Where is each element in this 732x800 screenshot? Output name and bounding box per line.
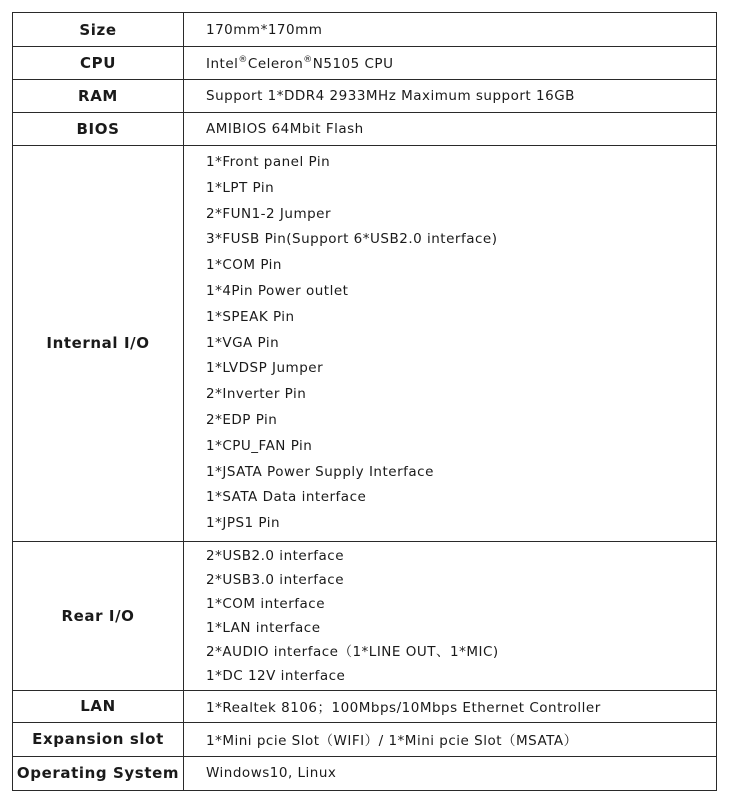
cpu-label: CPU (13, 47, 184, 80)
list-item: 2*USB3.0 interface (206, 571, 345, 588)
rear-io-label: Rear I/O (13, 541, 184, 690)
list-item: 1*DC 12V interface (206, 667, 346, 684)
list-item: 1*JSATA Power Supply Interface (206, 463, 434, 480)
list-item: 1*CPU_FAN Pin (206, 437, 313, 454)
list-item: 2*USB2.0 interface (206, 547, 345, 564)
list-item: 1*SPEAK Pin (206, 308, 295, 325)
bios-value: AMIBIOS 64Mbit Flash (184, 113, 717, 146)
list-item: 1*4Pin Power outlet (206, 282, 349, 299)
row-expansion-slot (13, 722, 717, 756)
list-item: 1*LAN interface (206, 619, 321, 636)
ram-value: Support 1*DDR4 2933MHz Maximum support 16GB (184, 80, 717, 113)
cpu-value (184, 47, 717, 80)
bios-label: BIOS (13, 113, 184, 146)
expansion-slot-label: Expansion slot (13, 722, 184, 756)
row-cpu (13, 47, 717, 80)
rear-io-list (184, 541, 717, 690)
lan-value: 1*Realtek 8106；100Mbps/10Mbps Ethernet Controller (184, 690, 717, 722)
list-item: 1*SATA Data interface (206, 489, 367, 506)
row-operating-system (13, 756, 717, 790)
spec-table (12, 12, 717, 791)
list-item: 1*COM interface (206, 595, 326, 612)
list-item: 1*Front panel Pin (206, 154, 331, 170)
cpu-brand-celeron: Celeron (247, 55, 304, 72)
registered-mark: ® (238, 54, 248, 65)
list-item: 1*COM Pin (206, 257, 282, 274)
lan-label: LAN (13, 690, 184, 722)
row-rear-io (13, 541, 717, 690)
list-item: 2*EDP Pin (206, 411, 278, 428)
operating-system-label: Operating System (13, 756, 184, 790)
list-item: 3*FUSB Pin(Support 6*USB2.0 interface) (206, 231, 498, 248)
size-value: 170mm*170mm (184, 13, 717, 47)
list-item: 1*VGA Pin (206, 334, 280, 351)
list-item: 1*LVDSP Jumper (206, 360, 324, 377)
list-item: 2*AUDIO interface（1*LINE OUT、1*MIC) (206, 643, 499, 660)
row-lan (13, 690, 717, 722)
ram-label: RAM (13, 80, 184, 113)
row-size (13, 13, 717, 47)
list-item: 1*LPT Pin (206, 179, 275, 196)
cpu-model: N5105 CPU (312, 55, 394, 72)
row-ram (13, 80, 717, 113)
row-bios (13, 113, 717, 146)
list-item: 2*FUN1-2 Jumper (206, 205, 332, 222)
internal-io-label: Internal I/O (13, 146, 184, 542)
size-label: Size (13, 13, 184, 47)
row-internal-io (13, 146, 717, 542)
expansion-slot-value: 1*Mini pcie Slot（WIFI）/ 1*Mini pcie Slot（MSATA） (184, 722, 717, 756)
registered-mark: ® (303, 54, 313, 65)
cpu-brand-intel: Intel (206, 55, 239, 72)
list-item: 2*Inverter Pin (206, 386, 307, 403)
operating-system-value: Windows10, Linux (184, 756, 717, 790)
internal-io-list (184, 146, 717, 542)
list-item: 1*JPS1 Pin (206, 515, 281, 532)
